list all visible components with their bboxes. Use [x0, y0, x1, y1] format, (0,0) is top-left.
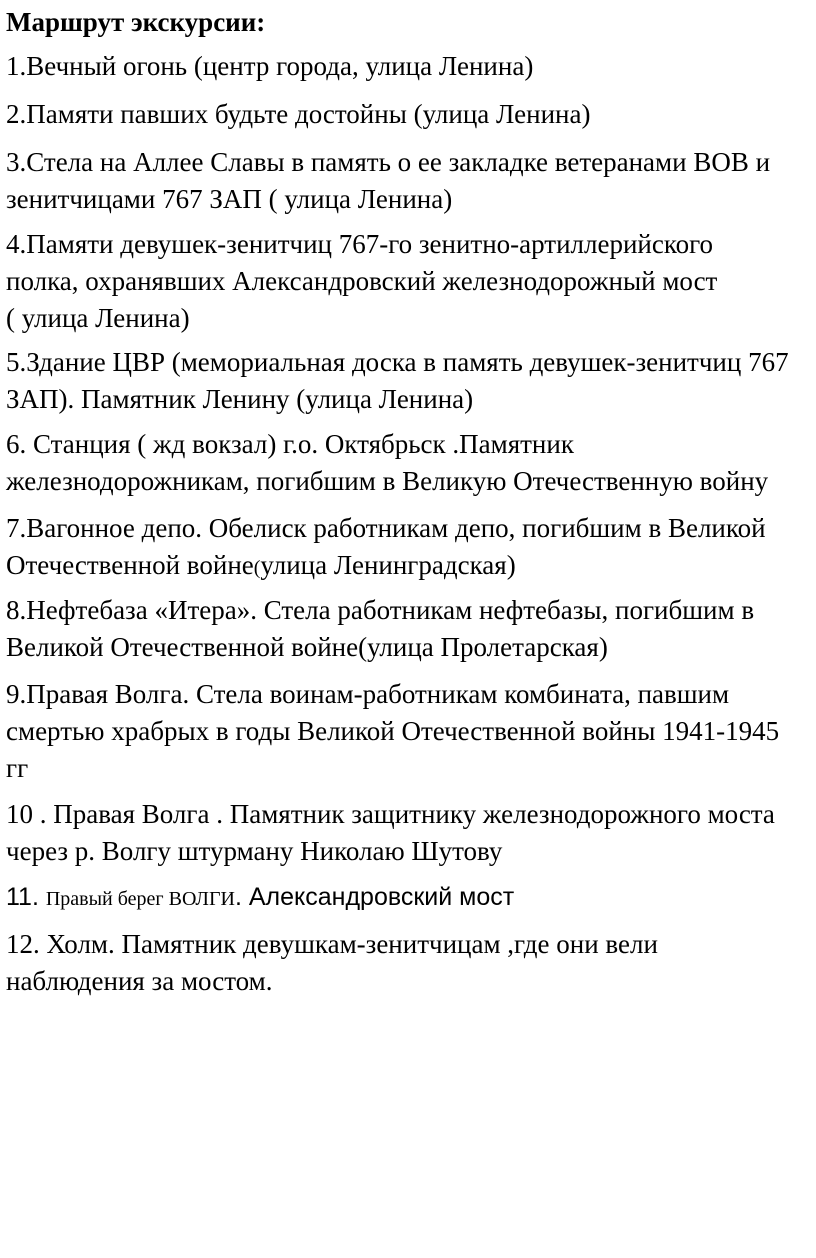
route-item-line: 9.Правая Волга. Стела воинам-работникам комбината, павшим — [6, 679, 730, 709]
route-item-12 — [6, 926, 812, 1000]
route-item-line — [6, 547, 812, 587]
route-item-line: железнодорожникам, погибшим в Великую Отечественную войну — [6, 466, 769, 496]
route-item-text: улица Ленинградская) — [260, 550, 516, 580]
route-item-3 — [6, 144, 812, 218]
route-item-small-text: Правый берег ВОЛГИ — [45, 888, 235, 910]
route-item-line: 8.Нефтебаза «Итера». Стела работникам нефтебазы, погибшим в — [6, 595, 755, 625]
route-item-line: ( улица Ленина) — [6, 303, 190, 333]
route-item-line: 10 . Правая Волга . Памятник защитнику железнодорожного моста — [6, 799, 775, 829]
route-item-line: 4.Памяти девушек-зенитчиц 767-го зенитно-артиллерийского — [6, 229, 714, 259]
route-item-line: зенитчицами 767 ЗАП ( улица Ленина) — [6, 184, 453, 214]
route-item-line: смертью храбрых в годы Великой Отечественной войны 1941-1945 — [6, 716, 780, 746]
route-item-text: Отечественной войне — [6, 550, 254, 580]
route-item-11 — [6, 878, 812, 918]
route-item-line: через р. Волгу штурману Николаю Шутову — [6, 836, 503, 866]
route-item-line: 7.Вагонное депо. Обелиск работникам депо, погибшим в Великой — [6, 513, 766, 543]
route-item-number: 11. — [6, 883, 46, 911]
route-item-line: Великой Отечественной войне(улица Пролетарская) — [6, 632, 608, 662]
route-item-line: ЗАП). Памятник Ленину (улица Ленина) — [6, 384, 474, 414]
route-item-2 — [6, 96, 812, 133]
route-item-line: гг — [6, 753, 29, 783]
route-item-line: 6. Станция ( жд вокзал) г.о. Октябрьск .Памятник — [6, 429, 574, 459]
route-item-line: 12. Холм. Памятник девушкам-зенитчицам ,где они вели — [6, 929, 658, 959]
route-item-line: 1.Вечный огонь (центр города, улица Ленина) — [6, 51, 534, 81]
route-item-paren: ( — [253, 557, 261, 579]
route-item-4 — [6, 226, 812, 337]
route-item-5 — [6, 344, 812, 418]
route-item-line: 2.Памяти павших будьте достойны (улица Ленина) — [6, 99, 591, 129]
route-item-line: наблюдения за мостом. — [6, 966, 273, 996]
route-item-9 — [6, 676, 812, 787]
route-item-text: . Александровский мост — [234, 883, 515, 911]
route-item-line: полка, охранявших Александровский железнодорожный мост — [6, 266, 718, 296]
route-item-6 — [6, 426, 812, 500]
route-item-1 — [6, 48, 812, 85]
route-item-line: 3.Стела на Аллее Славы в память о ее закладке ветеранами ВОВ и — [6, 147, 771, 177]
route-item-8 — [6, 592, 812, 666]
page-title: Маршрут экскурсии: — [6, 7, 266, 37]
route-item-line — [6, 878, 812, 918]
route-item-7 — [6, 510, 812, 587]
route-item-line: 5.Здание ЦВР (мемориальная доска в память девушек-зенитчиц 767 — [6, 347, 789, 377]
route-item-10 — [6, 796, 812, 870]
